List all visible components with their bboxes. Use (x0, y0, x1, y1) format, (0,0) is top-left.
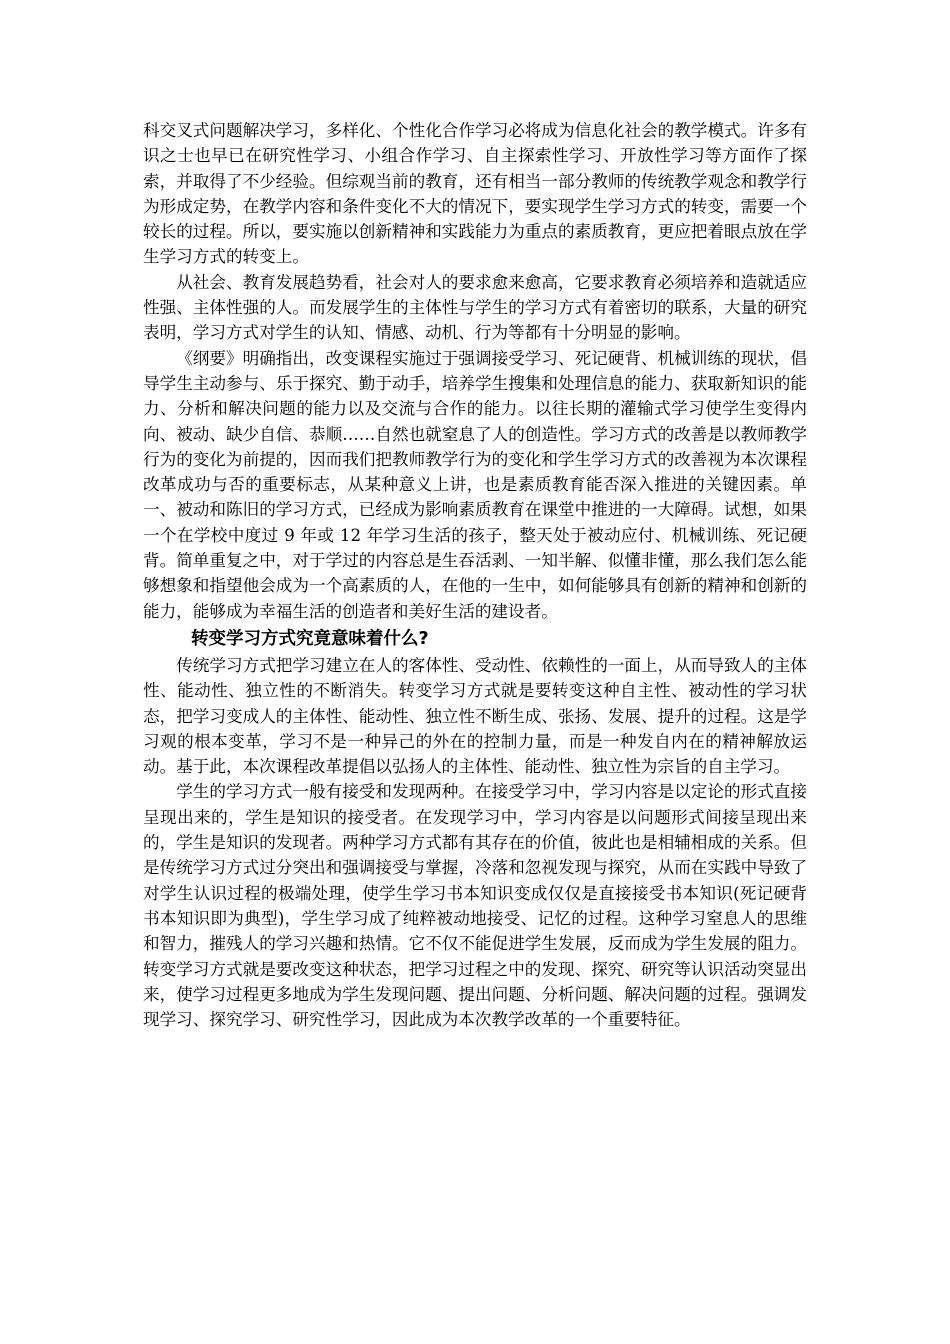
paragraph-1: 科交叉式问题解决学习，多样化、个性化合作学习必将成为信息化社会的教学模式。许多有识之士也早已在研究性学习、小组合作学习、自主探索性学习、开放性学习等方面作了探索，并取得了不少经验。但综观当前的教育，还有相当一部分教师的传统教学观念和教学行为形成定势，在教学内容和条件变化不大的情况下，要实现学生学习方式的转变，需要一个较长的过程。所以，要实施以创新精神和实践能力为重点的素质教育，更应把着眼点放在学生学习方式的转变上。 (143, 121, 807, 267)
paragraph-4: 传统学习方式把学习建立在人的客体性、受动性、依赖性的一面上，从而导致人的主体性、能动性、独立性的不断消失。转变学习方式就是要转变这种自主性、被动性的学习状态，把学习变成人的主体性、能动性、独立性不断生成、张扬、发展、提升的过程。这是学习观的根本变革，学习不是一种异己的外在的控制力量，而是一种发自内在的精神解放运动。基于此，本次课程改革提倡以弘扬人的主体性、能动性、独立性为宗旨的自主学习。 (143, 655, 807, 777)
paragraph-3: 《纲要》明确指出，改变课程实施过于强调接受学习、死记硬背、机械训练的现状，倡导学生主动参与、乐于探究、勤于动手，培养学生搜集和处理信息的能力、获取新知识的能力、分析和解决问题的能力以及交流与合作的能力。以往长期的灌输式学习使学生变得内向、被动、缺少自信、恭顺……自然也就窒息了人的创造性。学习方式的改善是以教师教学行为的变化为前提的，因而我们把教师教学行为的变化和学生学习方式的改善视为本次课程改革成功与否的重要标志，从某种意义上讲，也是素质教育能否深入推进的关键因素。单一、被动和陈旧的学习方式，已经成为影响素质教育在课堂中推进的一大障碍。试想，如果一个在学校中度过 9 年或 12 年学习生活的孩子，整天处于被动应付、机械训练、死记硬背。简单重复之中，对于学过的内容总是生吞活剥、一知半解、似懂非懂，那么我们怎么能够想象和指望他会成为一个高素质的人，在他的一生中，如何能够具有创新的精神和创新的能力，能够成为幸福生活的创造者和美好生活的建设者。 (143, 348, 807, 621)
paragraph-2: 从社会、教育发展趋势看，社会对人的要求愈来愈高，它要求教育必须培养和造就适应性强、主体性强的人。而发展学生的主体性与学生的学习方式有着密切的联系，大量的研究表明，学习方式对学生的认知、情感、动机、行为等都有十分明显的影响。 (143, 272, 807, 343)
paragraph-5: 学生的学习方式一般有接受和发现两种。在接受学习中，学习内容是以定论的形式直接呈现出来的，学生是知识的接受者。在发现学习中，学习内容是以问题形式间接呈现出来的，学生是知识的发现者。两种学习方式都有其存在的价值，彼此也是相辅相成的关系。但是传统学习方式过分突出和强调接受与掌握，冷落和忽视发现与探究，从而在实践中导致了对学生认识过程的极端处理，使学生学习书本知识变成仅仅是直接接受书本知识(死记硬背书本知识即为典型)，学生学习成了纯粹被动地接受、记忆的过程。这种学习窒息人的思维和智力，摧残人的学习兴趣和热情。它不仅不能促进学生发展，反而成为学生发展的阻力。转变学习方式就是要改变这种状态，把学习过程之中的发现、探究、研究等认识活动突显出来，使学习过程更多地成为学生发现问题、提出问题、分析问题、解决问题的过程。强调发现学习、探究学习、研究性学习，因此成为本次教学改革的一个重要特征。 (143, 782, 807, 1030)
section-heading: 转变学习方式究竟意味着什么? (191, 628, 429, 649)
document-page (143, 118, 807, 1032)
